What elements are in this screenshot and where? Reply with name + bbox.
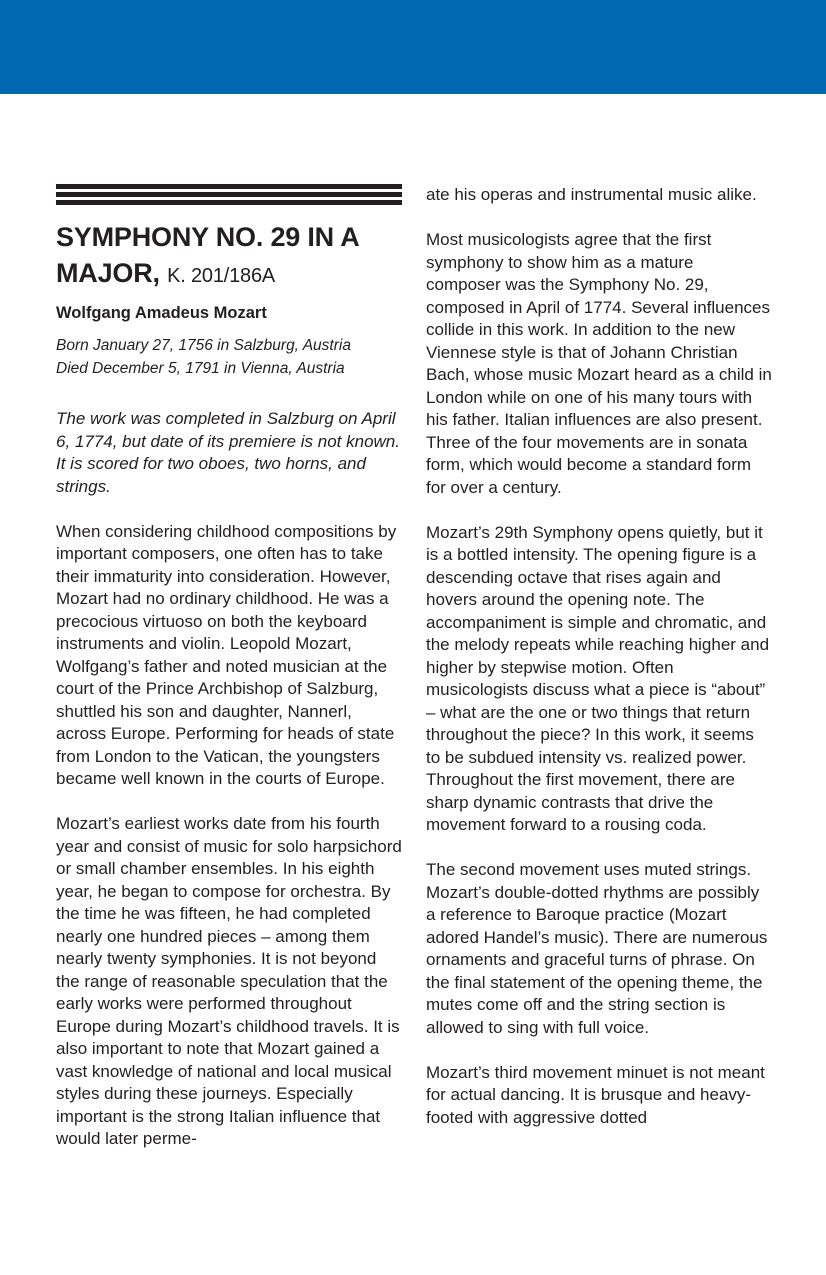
header-band: [0, 0, 826, 94]
right-column: [426, 184, 772, 1152]
death-info: Died December 5, 1791 in Vienna, Austria: [56, 359, 345, 377]
composer-name: Wolfgang Amadeus Mozart: [56, 304, 267, 322]
rule-line: [56, 184, 402, 189]
composer-life-dates: [56, 335, 402, 380]
intro-paragraph: The work was completed in Salzburg on April 6, 1774, but date of its premiere is not known. It is scored for two oboes, two horns, and strings.: [56, 409, 400, 496]
body-paragraph: When considering childhood compositions by important composers, one often has to take their immaturity into consideration. However, Mozart had no ordinary childhood. He was a precocious virtuoso on both the keyboard instruments and violin. Leopold Mozart, Wolfgang’s father and noted musician at the court of the Prince Archbishop of Salzburg, shuttled his son and daughter, Nannerl, across Europe. Performing for heads of state from London to the Vatican, the youngsters became well known in the courts of Europe.: [56, 521, 397, 788]
birth-info: Born January 27, 1756 in Salzburg, Austria: [56, 337, 351, 354]
body-paragraph: Most musicologists agree that the first symphony to show him as a mature composer was the Symphony No. 29, composed in April of 1774. Several influences collide in this work. In addition to the new Viennese style is that of Johann Christian Bach, whose music Mozart heard as a child in London while on one of his many tours with his father. Italian influences are also present. Three of the four movements are in sonata form, which would become a standard form for over a century.: [426, 230, 772, 497]
left-column: [56, 184, 402, 1173]
piece-title-text: SYMPHONY NO. 29 IN A MAJOR,: [56, 222, 359, 288]
rule-line: [56, 200, 402, 205]
body-paragraph: Mozart’s 29th Symphony opens quietly, but it is a bottled intensity. The opening figure is a descending octave that rises again and hovers around the opening note. The accompaniment is simple and chromatic, and the melody repeats while reaching higher and higher by stepwise motion. Often musicologists discuss what a piece is “about” – what are the one or two things that return throughout the piece? In this work, it seems to be subdued intensity vs. realized power. Throughout the first movement, there are sharp dynamic contrasts that drive the movement forward to a rousing coda.: [426, 522, 770, 834]
piece-title: [56, 219, 402, 294]
body-paragraph: Mozart’s third movement minuet is not meant for actual dancing. It is brusque and heavy-footed with aggressive dotted: [426, 1062, 765, 1127]
title-rules: [56, 184, 402, 205]
rule-line: [56, 192, 402, 197]
body-paragraph: The second movement uses muted strings. Mozart’s double-dotted rhythms are possibly a reference to Baroque practice (Mozart adored Handel’s music). There are numerous ornaments and graceful turns of phrase. On the final statement of the opening theme, the mutes come off and the string section is allowed to sing with full voice.: [426, 860, 768, 1037]
catalog-number: K. 201/186A: [167, 265, 276, 287]
body-paragraph: Mozart’s earliest works date from his fourth year and consist of music for solo harpsichord or small chamber ensembles. In his eighth year, he began to compose for orchestra. By the time he was fifteen, he had completed nearly one hundred pieces – among them nearly twenty symphonies. It is not beyond the range of reasonable speculation that the early works were performed throughout Europe during Mozart’s childhood travels. It is also important to note that Mozart gained a vast knowledge of national and local musical styles during these journeys. Especially important is the strong Italian influence that would later perme-: [56, 814, 402, 1148]
body-paragraph: ate his operas and instrumental music alike.: [426, 185, 757, 204]
